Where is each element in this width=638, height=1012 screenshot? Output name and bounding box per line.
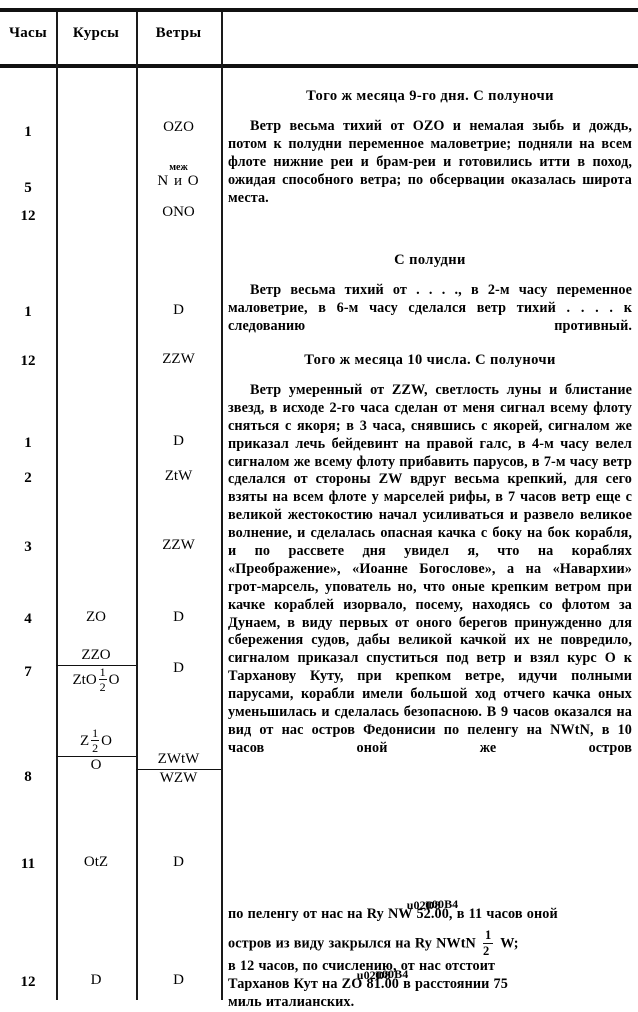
bearing-minutes: u00B4 00: [385, 976, 399, 994]
course-numerator: [56, 728, 136, 757]
course-denominator: [56, 666, 136, 694]
course-value: D: [90, 972, 102, 988]
bearing-prefix: Тарханов Кут на ZO: [228, 976, 367, 992]
bearing-value: [367, 976, 399, 992]
course-denominator-prefix: ZtO: [72, 671, 97, 688]
column-divider-winds-log: [221, 12, 223, 1000]
wind-value: ZZW: [162, 537, 195, 553]
wind-fraction: [136, 752, 221, 787]
half-fraction: [91, 727, 99, 754]
wind-value: D: [173, 972, 184, 988]
course-denominator: O: [90, 757, 102, 773]
wind-value: D: [173, 660, 184, 676]
paragraph-text: Ветр весьма тихий от . . . ., в 2-м часу переменное маловетрие, в 6-м часу сделался ветр тихий . . . . к следованию противный.: [228, 282, 632, 334]
table-row: 1: [24, 304, 32, 320]
fraction-numerator: 1: [99, 664, 106, 679]
fraction-numerator: 1: [92, 726, 99, 740]
course-fraction: [56, 648, 136, 694]
column-header-winds: Ветры: [155, 25, 202, 41]
table-row: 3: [24, 539, 32, 555]
wind-modifier: меж: [169, 162, 188, 173]
wind-numerator: ZWtW: [136, 752, 221, 770]
bearing-suffix: , в 11 часов оной: [448, 906, 558, 922]
line-bearing-half: [228, 930, 632, 958]
paragraph-day-10: [228, 382, 632, 758]
bearing-minutes: u00B4 00: [435, 906, 449, 924]
bearing-separator: .: [380, 976, 385, 992]
heading-afternoon: С полудни: [394, 252, 466, 268]
course-value-stacked: [56, 728, 136, 774]
table-row: 2: [24, 470, 32, 486]
bearing-prefix: остров из виду закрылся на Ry NWtN: [228, 935, 481, 952]
fraction-denominator: 2: [92, 741, 99, 755]
line-bearing-52: [228, 906, 632, 924]
wind-value: D: [173, 433, 184, 449]
table-row: 12: [20, 974, 36, 990]
heading-day-10: Того ж месяца 10 числа. С полуночи: [304, 352, 556, 368]
wind-value: ONO: [162, 204, 195, 220]
wind-value: D: [173, 609, 184, 625]
wind-value: ZZW: [162, 351, 195, 367]
bearing-separator: .: [430, 906, 435, 922]
course-value-stacked: [56, 648, 136, 694]
column-divider-courses-winds: [136, 12, 138, 1000]
line-reckoning: в 12 часов, по счислению, от нас отстоит: [228, 958, 496, 974]
course-numerator: ZZO: [56, 648, 136, 666]
bearing-degrees: u02D8 81: [367, 976, 381, 994]
wind-value: ZtW: [164, 468, 193, 484]
heading-day-9: Того ж месяца 9-го дня. С полуночи: [306, 88, 554, 104]
fraction-numerator: 1: [485, 928, 492, 942]
bearing-suffix: W;: [496, 935, 519, 952]
course-numerator-prefix: Z: [79, 732, 90, 749]
table-row: 7: [24, 664, 32, 680]
paragraph-day-9-midnight: [228, 118, 632, 207]
bearing-degrees: u02D8 52: [416, 906, 430, 924]
column-divider-hours-courses: [56, 12, 58, 1000]
table-row: 1: [24, 124, 32, 140]
wind-value: [136, 163, 221, 190]
course-value: OtZ: [83, 854, 109, 870]
table-row: 4: [24, 611, 32, 627]
half-fraction: [483, 929, 493, 957]
column-header-courses: Курсы: [72, 25, 120, 41]
table-row: 11: [20, 856, 36, 872]
wind-value-stacked: [136, 752, 221, 787]
bearing-value: [416, 906, 448, 922]
table-row: 8: [24, 769, 32, 785]
course-fraction: [56, 728, 136, 774]
table-row: 5: [24, 180, 32, 196]
paragraph-afternoon: [228, 282, 632, 336]
bearing-prefix: по пеленгу от нас на Ry NW: [228, 906, 417, 922]
line-final-bearing: [228, 976, 632, 994]
table-row: 12: [20, 353, 36, 369]
wind-denominator: WZW: [159, 769, 198, 786]
table-row: 12: [20, 208, 36, 224]
course-denominator-suffix: O: [108, 671, 120, 688]
column-header-hours: Часы: [8, 25, 48, 41]
course-numerator-suffix: O: [101, 732, 112, 749]
wind-value: OZO: [163, 119, 194, 135]
bearing-suffix: в расстоянии 75: [398, 976, 508, 992]
table-header-rule: [0, 64, 638, 68]
wind-value: D: [173, 854, 184, 870]
wind-direction: N и O: [157, 173, 200, 189]
fraction-denominator: 2: [99, 679, 106, 694]
table-top-rule: [0, 8, 638, 12]
course-value: ZO: [86, 609, 106, 625]
paragraph-text: Ветр умеренный от ZZW, светлость луны и блистание звезд, в исходе 2-го часа сделан от меня сигнал всему флоту сняться с якоря; в 3 часа, снявшись с якорей, сигналом же приказал лечь бейдевинт на правой галс, в 4-м часу велел сигналом же всему флоту прибавить парусов, в 7-м часу ветр сделался от стороны ZW вдруг весьма крепкий, для сего взяты на всем флоте у марселей рифы, в 7 часов ветр еще с великой жестокостию начал усиливаться и развело великое волнение, и сделалась опасная качка с боку на бок корабля, и по рассвете дня увидел я, что на кораблях «Преображение», «Иоанне Богослове», а на «Навархии» грот-марсель, упователь но, что оные крепким ветром при качке кораблей изорвало, посему, находясь со флотом за Дунаем, в виду первых от оного берегов принужденно для сбережения судов, дабы великой качкой их не повредило, сигналом приказал спуститься под ветр и взял курс О к Тарханову Куту, при крепком ветре, идучи полными парусами, корабли имели большой ход отчего качка оных уменьшилась и сделалась безопасною. В 9 часов оказался на вид от нас остров Федонисии по пеленгу на NWtN, в 10 часов оной же остров: [228, 382, 632, 756]
wind-value: D: [173, 302, 184, 318]
line-final-tail: миль италианских.: [228, 994, 355, 1010]
table-row: 1: [24, 435, 32, 451]
fraction-denominator: 2: [483, 943, 490, 958]
paragraph-text: Ветр весьма тихий от OZO и немалая зыбь и дождь, потом к полудни переменное маловетрие; подняли на всем флоте нижние реи и брам-реи и готовились итти в поход, ожидая способного ветра; по обсервации оказалась широта места.: [228, 118, 632, 206]
half-fraction: [99, 666, 107, 693]
